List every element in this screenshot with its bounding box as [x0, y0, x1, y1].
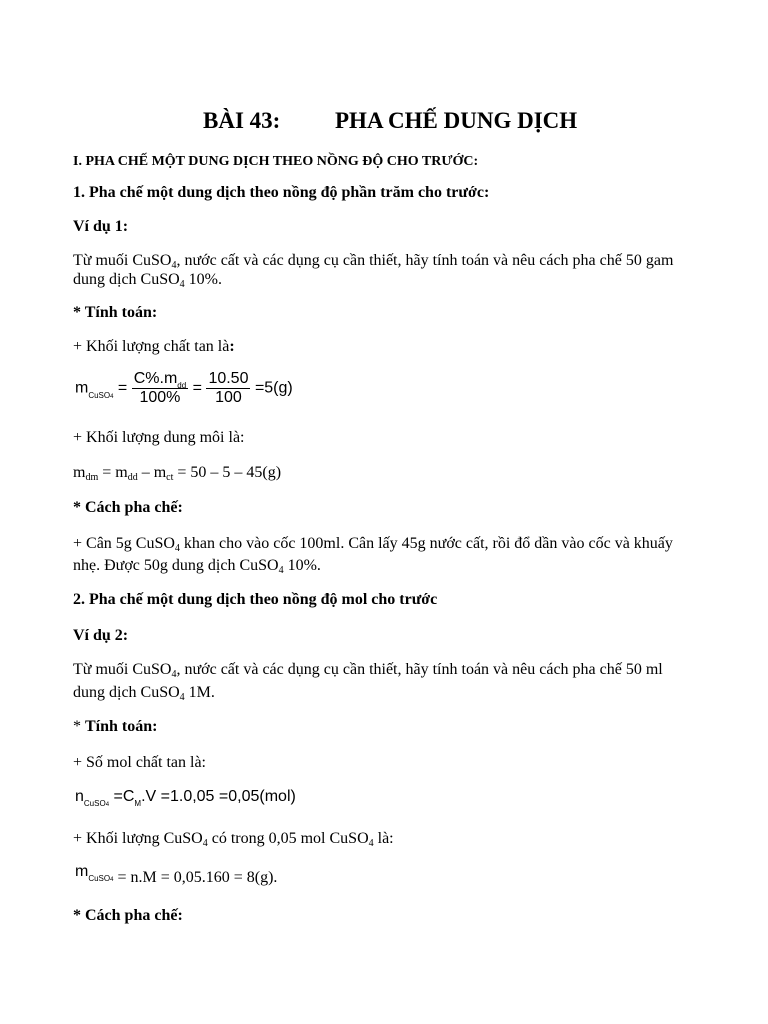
example-2-label: Ví dụ 2: [73, 627, 129, 644]
fraction-percent: $\frac{C\%.m_{dd}}{100\%}$ [133, 370, 187, 406]
example-1-problem-line1: Từ muối CuSO$_4$, nước cất và các dụng cụ cần thiết, hãy tính toán và nêu cách pha chế 50 gam [73, 252, 674, 271]
fraction-values: $\frac{10.50}{100}$ [208, 370, 249, 406]
solvent-mass-equation: $m_{dm} = m_{dd} - m_{ct} = 50 - 5 - 45(g)$ [73, 464, 282, 483]
lesson-number: BÀI 43: [203, 108, 281, 133]
section-heading: I. PHA CHẾ MỘT DUNG DỊCH THEO NỒNG ĐỘ CHO TRƯỚC: [73, 154, 479, 169]
lesson-topic: PHA CHẾ DUNG DỊCH [335, 108, 578, 133]
mol-count-formula: $n_{CuSO4} =C_M.V =1.0,05 =0,05(mol)$ [75, 788, 296, 808]
example-2-problem-line2: dung dịch CuSO$_4$ 1M. [73, 684, 215, 703]
part2-heading: 2. Pha chế một dung dịch theo nồng độ mol cho trước [73, 591, 438, 608]
method-text-line1: + Cân 5g CuSO$_4$ khan cho vào cốc 100ml. Cân lấy 45g nước cất, rồi đổ dần vào cốc và khuấy [73, 535, 673, 554]
part1-heading: 1. Pha chế một dung dịch theo nồng độ phần trăm cho trước: [73, 184, 490, 201]
solute-mass-formula: $m_{CuSO4}$ = $\frac{C\%.m_{dd}}{100\%}$ = $\frac{10.50}{100}$ =5(g) [75, 370, 293, 406]
mol-count-label: + Số mol chất tan là: [73, 754, 206, 771]
solute-mass-label: + Khối lượng chất tan là: [73, 338, 235, 355]
example-1-label: Ví dụ 1: [73, 218, 129, 235]
calc-label-1: * Tính toán: [73, 304, 158, 321]
method-label-1: * Cách pha chế: [73, 499, 183, 516]
cuso4-mass-formula: $m_{CuSO4} = n.M = 0,05.160 = 8(g)$. [75, 863, 278, 886]
cuso4-mass-label: + Khối lượng CuSO$_4$ có trong 0,05 mol CuSO$_4$ là: [73, 830, 394, 849]
method-text-line2: nhẹ. Được 50g dung dịch CuSO$_4$ 10%. [73, 557, 321, 576]
solvent-mass-label: + Khối lượng dung môi là: [73, 429, 245, 446]
method-label-2: * Cách pha chế: [73, 907, 183, 924]
calc-label-2: * Tính toán: [73, 718, 158, 735]
example-2-problem-line1: Từ muối CuSO$_4$, nước cất và các dụng cụ cần thiết, hãy tính toán và nêu cách pha chế 50 ml [73, 661, 663, 680]
example-1-problem-line2: dung dịch CuSO$_4$ 10%. [73, 271, 222, 290]
